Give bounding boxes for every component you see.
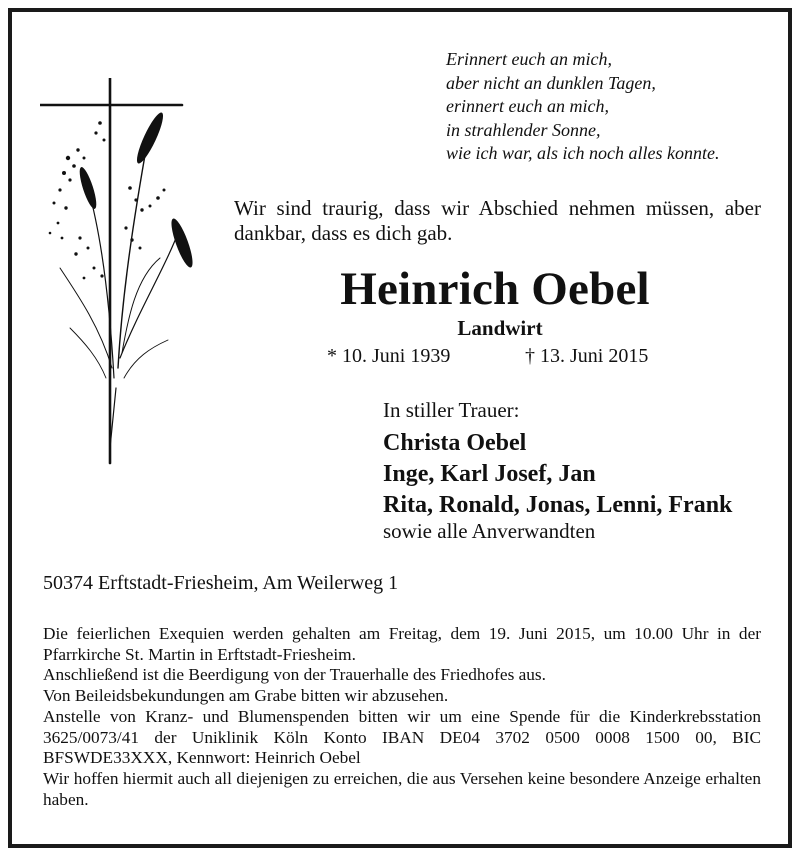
deceased-occupation: Landwirt (457, 316, 543, 340)
poem-line: Erinnert euch an mich, (446, 49, 612, 69)
mourner-name: Inge, Karl Josef, Jan (383, 461, 596, 487)
funeral-notice (43, 624, 761, 810)
funeral-details: Die feierlichen Exequien werden gehalten am Freitag, dem 19. Juni 2015, um 10.00 Uhr in der Pfarrkirche St. Martin in Erftstadt-Friesheim. (43, 624, 761, 664)
relatives-note: sowie alle Anverwandten (383, 519, 596, 543)
poem-line: in strahlender Sonne, (446, 119, 601, 140)
poem-line: wie ich war, als ich noch alles konnte. (446, 143, 720, 163)
poem-line: aber nicht an dunklen Tagen, (446, 72, 656, 93)
birth-date: * 10. Juni 1939 (327, 345, 451, 367)
burial-details: Anschließend ist die Beerdigung von der Trauerhalle des Friedhofes aus. (43, 665, 546, 685)
condolence-note: Von Beileidsbekundungen am Grabe bitten wir abzusehen. (43, 686, 449, 706)
mourner-name: Christa Oebel (383, 430, 527, 456)
memorial-poem (446, 48, 776, 166)
donation-request: Anstelle von Kranz- und Blumenspenden bitten wir um eine Spende für die Kinderkrebsstation 3625/0073/41 der Uniklinik Köln Konto IBAN DE04 3702 0500 0008 1500 00, BIC BFSWDE33XXX, Kennwort: Heinrich Oebel (43, 706, 761, 768)
address: 50374 Erftstadt-Friesheim, Am Weilerweg 1 (43, 572, 399, 594)
mourner-name: Rita, Ronald, Jonas, Lenni, Frank (383, 492, 733, 518)
death-date: † 13. Juni 2015 (525, 345, 649, 367)
poem-line: erinnert euch an mich, (446, 96, 609, 116)
cross-with-wheat-icon (40, 78, 200, 478)
intro-text: Wir sind traurig, dass wir Abschied nehmen müssen, aber dankbar, dass es dich gab. (234, 196, 761, 245)
mourning-intro: In stiller Trauer: (383, 398, 520, 422)
deceased-name: Heinrich Oebel (340, 263, 650, 315)
mourners-list (383, 428, 732, 521)
closing-note: Wir hoffen hiermit auch all diejenigen zu erreichen, die aus Versehen keine besondere Anzeige erhalten haben. (43, 768, 761, 809)
